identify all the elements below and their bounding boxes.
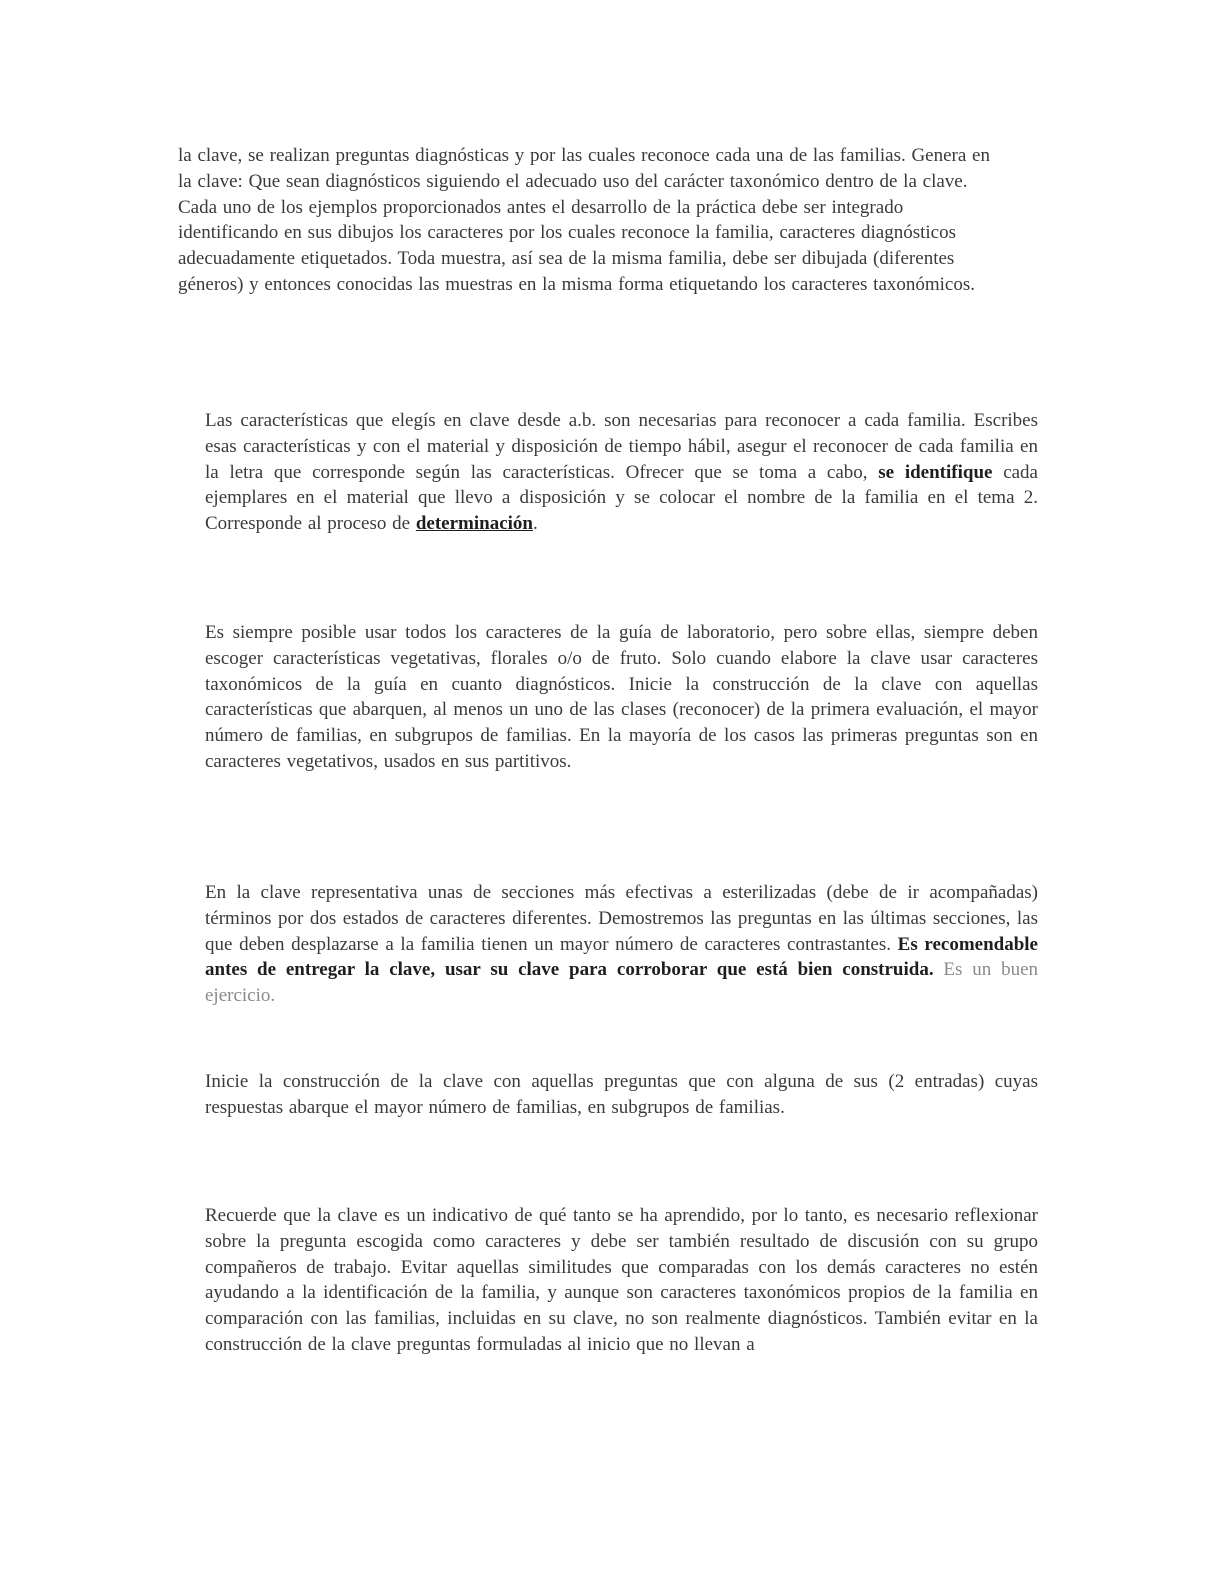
paragraph-5 <box>205 1069 1038 1121</box>
paragraph-4 <box>205 880 1038 1009</box>
text-segment: . <box>532 513 538 535</box>
text-segment: cada ejemplares en el material que llevo a disposición y se colocar el nombre de la familia en el tema 2. Corresponde al proceso de <box>205 461 1038 535</box>
paragraph-1 <box>178 143 1008 298</box>
paragraph-6 <box>205 1203 1038 1358</box>
paragraph-2 <box>205 408 1038 537</box>
text-segment: la clave, se realizan preguntas diagnósticas y por las cuales reconoce cada una de las familias. Genera en la clave: Que sean diagnósticos siguiendo el adecuado uso del carácter taxonómico dentro de la clave. Cada uno de los ejemplos proporcionados antes el desarrollo de la práctica debe ser integrado identificando en sus dibujos los caracteres por los cuales reconoce la familia, caracteres diagnósticos adecuadamente etiquetados. Toda muestra, así sea de la misma familia, debe ser dibujada (diferentes géneros) y entonces conocidas las muestras en la misma forma etiquetando los caracteres taxonómicos. <box>178 145 990 295</box>
text-segment: Es recomendable antes de entregar la clave, usar su clave para corroborar que está bien construida. <box>205 933 1038 981</box>
text-segment: Recuerde que la clave es un indicativo de qué tanto se ha aprendido, por lo tanto, es necesario reflexionar sobre la pregunta escogida como caracteres y debe ser también resultado de discusión con su grupo compañeros de trabajo. Evitar aquellas similitudes que comparadas con los demás caracteres no estén ayudando a la identificación de la familia, y aunque son caracteres taxonómicos propios de la familia en comparación con las familias, incluidas en su clave, no son realmente diagnósticos. También evitar en la construcción de la clave preguntas formuladas al inicio que no llevan a <box>205 1205 1038 1355</box>
text-segment: se identifique <box>878 461 993 483</box>
text-segment: determinación <box>415 513 533 535</box>
text-segment: Es siempre posible usar todos los caracteres de la guía de laboratorio, pero sobre ellas, siempre deben escoger características vegetativas, florales o/o de fruto. Solo cuando elabore la clave usar caracteres taxonómicos de la guía en cuanto diagnósticos. Inicie la construcción de la clave con aquellas características que abarquen, al menos un uno de las clases (reconocer) de la primera evaluación, el mayor número de familias, en subgrupos de familias. En la mayoría de los casos las primeras preguntas son en caracteres vegetativos, usados en sus partitivos. <box>205 622 1038 772</box>
paragraph-3 <box>205 620 1038 775</box>
text-segment: En la clave representativa unas de secciones más efectivas a esterilizadas (debe de ir acompañadas) términos por dos estados de caracteres diferentes. Demostremos las preguntas en las últimas secciones, las que deben desplazarse a la familia tienen un mayor número de caracteres contrastantes. <box>205 882 1038 955</box>
text-segment: Es un buen ejercicio. <box>205 959 1039 1007</box>
text-segment: Las características que elegís en clave desde a.b. son necesarias para reconocer a cada familia. Escribes esas características y con el material y disposición de tiempo hábil, asegur el reconocer de cada familia en la letra que corresponde según las características. Ofrecer que se toma a cabo, <box>205 410 1038 483</box>
text-segment: Inicie la construcción de la clave con aquellas preguntas que con alguna de sus (2 entradas) cuyas respuestas abarque el mayor número de familias, en subgrupos de familias. <box>205 1071 1038 1118</box>
